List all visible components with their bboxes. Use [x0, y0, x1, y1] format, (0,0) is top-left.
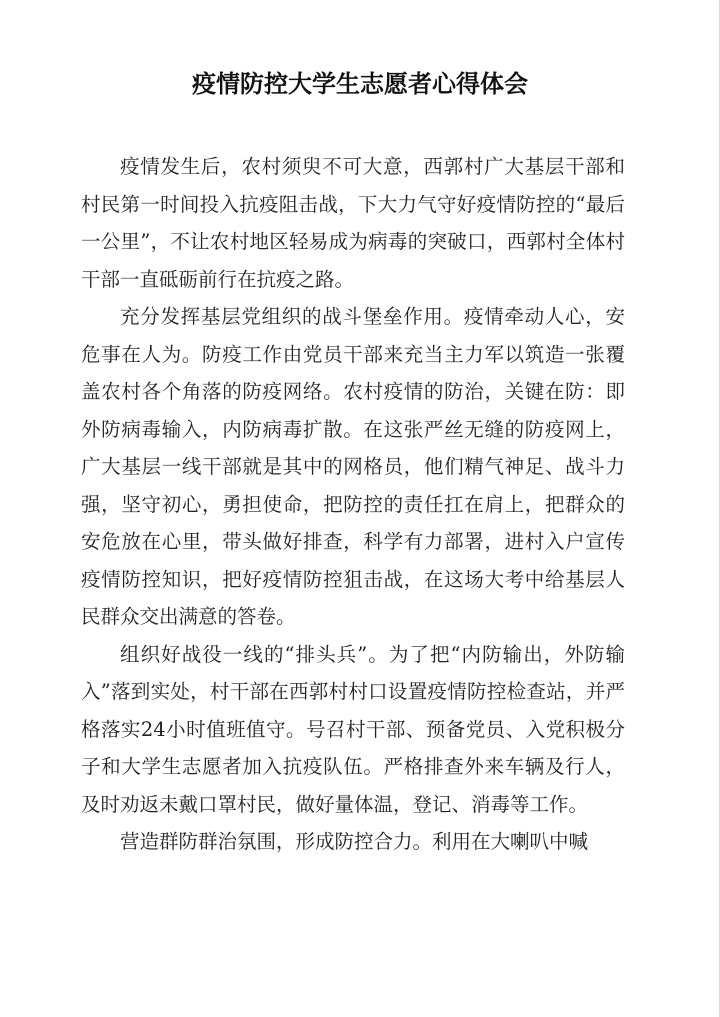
- document-body: [81, 148, 625, 861]
- paragraph-4: 营造群防群治氛围，形成防控合力。利用在大喇叭中喊: [120, 830, 589, 853]
- paragraph-3: 组织好战役一线的“排头兵”。为了把“内防输出，外防输入”落到实处，村干部在西郭村村口设置疫情防控检查站，并严格落实24小时值班值守。号召村干部、预备党员、入党积极分子和大学生志愿者加入抗疫队伍。严格排查外来车辆及行人，及时劝返未戴口罩村民，做好量体温，登记、消毒等工作。: [81, 642, 625, 816]
- paragraph-2: 充分发挥基层党组织的战斗堡垒作用。疫情牵动人心，安危事在人为。防疫工作由党员干部来充当主力军以筑造一张覆盖农村各个角落的防疫网络。农村疫情的防治，关键在防：即外防病毒输入，内防病毒扩散。在这张严丝无缝的防疫网上，广大基层一线干部就是其中的网格员，他们精气神足、战斗力强，坚守初心，勇担使命，把防控的责任扛在肩上，把群众的安危放在心里，带头做好排查，科学有力部署，进村入户宣传疫情防控知识，把好疫情防控狙击战，在这场大考中给基层人民群众交出满意的答卷。: [81, 305, 625, 628]
- document-title: 疫情防控大学生志愿者心得体会: [192, 69, 528, 98]
- paragraph-1: 疫情发生后，农村须臾不可大意，西郭村广大基层干部和村民第一时间投入抗疫阻击战，下大力气守好疫情防控的“最后一公里”，不让农村地区轻易成为病毒的突破口，西郭村全体村干部一直砥砺前行在抗疫之路。: [81, 155, 625, 291]
